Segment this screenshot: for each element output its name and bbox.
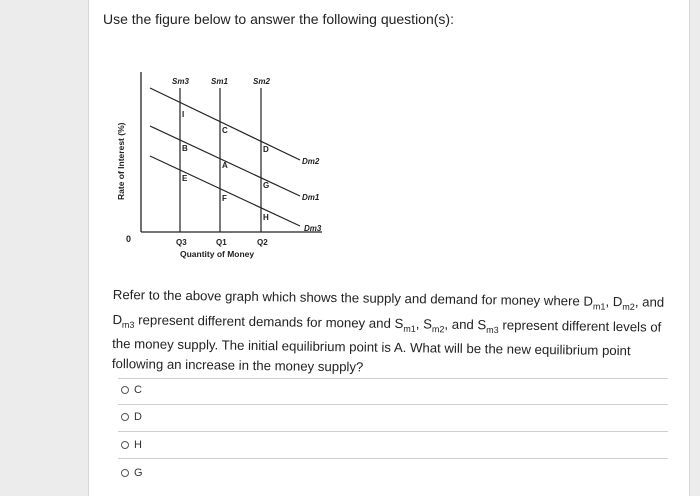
demand-label-dm2: Dm2 bbox=[302, 157, 320, 166]
point-label-e: E bbox=[182, 174, 188, 183]
point-label-d: D bbox=[263, 145, 269, 154]
x-tick-q1: Q1 bbox=[216, 238, 227, 247]
answer-option-g[interactable] bbox=[121, 467, 143, 479]
point-label-i: I bbox=[182, 110, 185, 119]
point-label-b: B bbox=[182, 144, 188, 153]
point-label-h: H bbox=[263, 213, 269, 222]
point-label-g: G bbox=[263, 181, 270, 190]
instructions-text: Use the figure below to answer the following question(s): bbox=[103, 11, 454, 27]
radio-button[interactable] bbox=[121, 441, 129, 449]
point-label-a: A bbox=[222, 161, 228, 170]
question-text: Refer to the above graph which shows the supply and demand for money where $D_{m1}$, $D_{m2}$, and $D_{m3}$ represent different demands for money and $S_{m1}$, $S_{m2}$, and $S_{m3}$ represent different levels of the money supply. The initial equilibrium point is A. What will be the new equilibrium point following an increase in the money supply? bbox=[111, 286, 665, 375]
supply-label-sm3: Sm3 bbox=[172, 77, 189, 86]
radio-button[interactable] bbox=[121, 469, 129, 477]
option-divider bbox=[118, 404, 668, 405]
radio-button[interactable] bbox=[121, 413, 129, 421]
x-axis-label: Quantity of Money bbox=[180, 249, 255, 259]
x-tick-q3: Q3 bbox=[176, 238, 187, 247]
demand-label-dm3: Dm3 bbox=[304, 224, 322, 233]
answer-option-c[interactable] bbox=[121, 384, 142, 396]
answer-option-label: C bbox=[134, 384, 142, 396]
answer-option-d[interactable] bbox=[121, 411, 142, 423]
point-label-f: F bbox=[222, 194, 227, 203]
demand-label-dm1: Dm1 bbox=[302, 193, 320, 202]
x-tick-q2: Q2 bbox=[257, 238, 268, 247]
answer-option-label: H bbox=[134, 439, 142, 451]
y-axis-label: Rate of Interest (%) bbox=[116, 122, 126, 200]
option-divider bbox=[118, 378, 668, 379]
supply-label-sm2: Sm2 bbox=[253, 77, 270, 86]
origin-label: 0 bbox=[126, 234, 132, 244]
option-divider bbox=[118, 431, 668, 432]
radio-button[interactable] bbox=[121, 386, 129, 394]
answer-option-label: D bbox=[134, 411, 142, 423]
point-label-c: C bbox=[222, 126, 228, 135]
supply-label-sm1: Sm1 bbox=[211, 77, 228, 86]
option-divider bbox=[118, 458, 668, 459]
answer-option-h[interactable] bbox=[121, 439, 142, 451]
answer-option-label: G bbox=[134, 467, 143, 479]
demand-curve-dm2 bbox=[150, 88, 300, 160]
money-market-figure bbox=[110, 60, 350, 265]
